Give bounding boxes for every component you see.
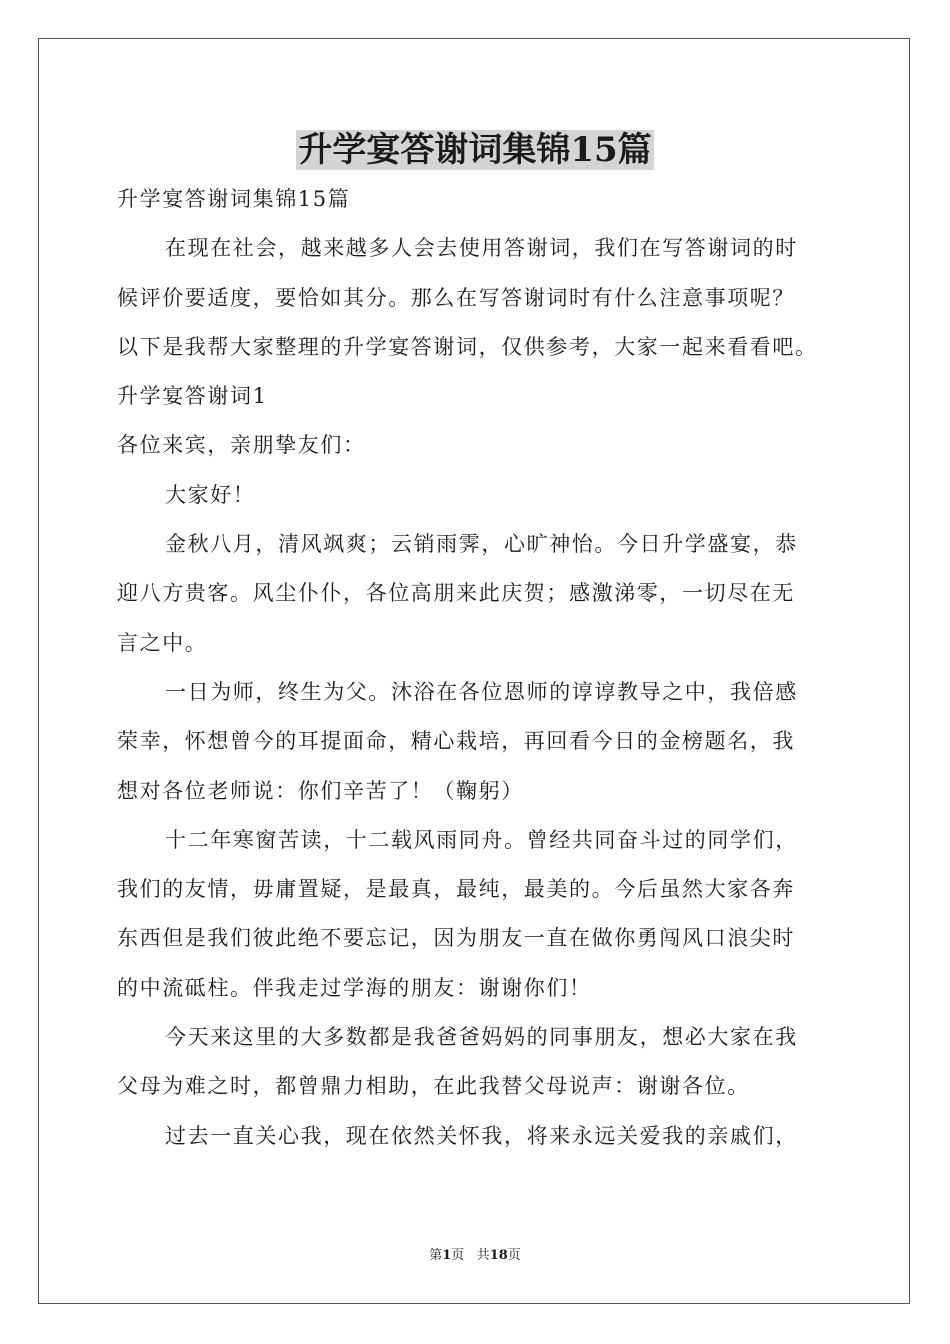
document-body [117, 175, 837, 1161]
text-line: 父母为难之时，都曾鼎力相助，在此我替父母说声：谢谢各位。 [117, 1074, 750, 1099]
footer-page-number: 1 [442, 1248, 452, 1263]
text-line: 候评价要适度，要恰如其分。那么在写答谢词时有什么注意事项呢？ [117, 285, 795, 310]
text-line: 东西但是我们彼此绝不要忘记，因为朋友一直在做你勇闯风口浪尖时 [117, 926, 795, 951]
document-title-text: 升学宴答谢词集锦15篇 [298, 130, 652, 170]
text-line: 迎八方贵客。风尘仆仆，各位高朋来此庆贺；感激涕零，一切尽在无 [117, 581, 795, 606]
text-line: 的中流砥柱。伴我走过学海的朋友：谢谢你们！ [117, 975, 592, 1000]
footer-total-suffix: 页 [507, 1248, 521, 1263]
text-line: 想对各位老师说：你们辛苦了！（鞠躬） [117, 778, 524, 803]
text-line: 一日为师，终生为父。沐浴在各位恩师的谆谆教导之中，我倍感 [165, 679, 798, 704]
footer-total-prefix: 共 [476, 1248, 490, 1263]
text-line: 大家好！ [165, 482, 256, 507]
text-line: 以下是我帮大家整理的升学宴答谢词，仅供参考，大家一起来看看吧。 [117, 334, 818, 359]
text-line: 金秋八月，清风飒爽；云销雨霁，心旷神怡。今日升学盛宴，恭 [165, 532, 798, 557]
text-line: 十二年寒窗苦读，十二载风雨同舟。曾经共同奋斗过的同学们， [165, 827, 798, 852]
document-title [0, 128, 950, 172]
page-footer [0, 1247, 950, 1265]
text-line: 我们的友情，毋庸置疑，是最真，最纯，最美的。今后虽然大家各奔 [117, 877, 795, 902]
text-line: 升学宴答谢词集锦15篇 [117, 187, 351, 211]
footer-page-prefix: 第 [429, 1248, 443, 1263]
footer-total-pages: 18 [489, 1248, 508, 1263]
text-line: 在现在社会，越来越多人会去使用答谢词，我们在写答谢词的时 [165, 236, 798, 261]
text-line: 荣幸，怀想曾今的耳提面命，精心栽培，再回看今日的金榜题名，我 [117, 729, 795, 754]
text-line: 过去一直关心我，现在依然关怀我，将来永远关爱我的亲戚们， [165, 1123, 798, 1148]
footer-page-suffix: 页 [451, 1248, 465, 1263]
text-line: 言之中。 [117, 630, 208, 655]
text-line: 今天来这里的大多数都是我爸爸妈妈的同事朋友，想必大家在我 [165, 1025, 798, 1050]
text-line: 升学宴答谢词1 [117, 384, 268, 409]
text-line: 各位来宾，亲朋挚友们： [117, 433, 366, 458]
